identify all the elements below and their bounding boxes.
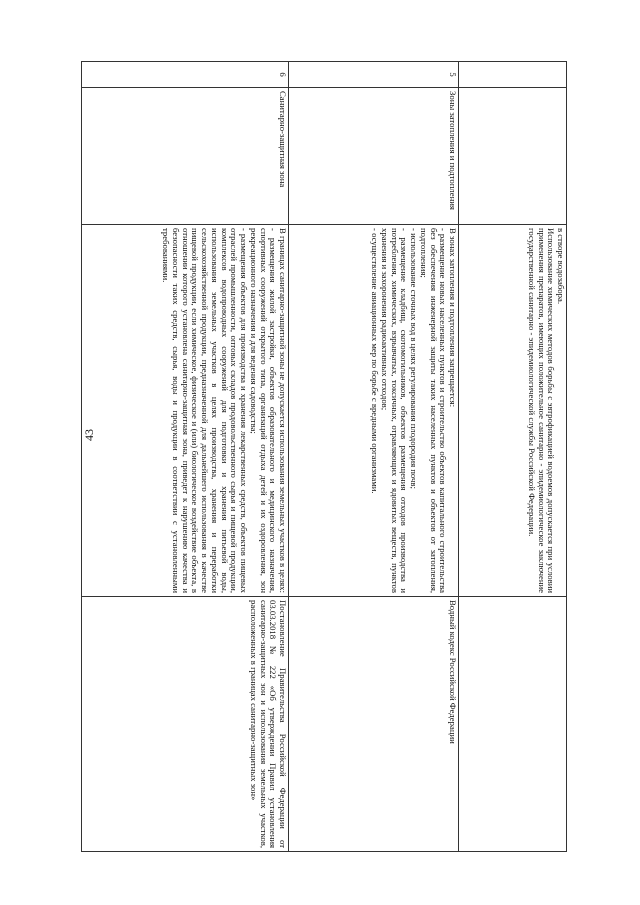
table-row bbox=[459, 62, 567, 852]
row-number: 5 bbox=[289, 62, 459, 88]
rotated-page-content bbox=[82, 61, 567, 851]
zone-name bbox=[459, 88, 567, 225]
restriction-line: - использование сточных вод в целях регулирования плодородия почв; bbox=[409, 228, 420, 489]
restrictions-cell bbox=[82, 225, 289, 597]
table-row bbox=[82, 62, 289, 852]
legal-basis: Постановление Правительства Российской Федерации от 03.03.2018 № 222 «Об утверждении Правил установления санитарно-защитных зон и использования земельных участков, расположенных в границах санитарно-защитных зон» bbox=[82, 597, 289, 852]
restrictions-cell bbox=[459, 225, 567, 597]
restriction-line: - размещения жилой застройки, объектов образовательного и медицинского назначения, спортивных сооружений открытого типа, организаций отдыха детей и их оздоровления, зон рекреационного назначения и для ведения садоводства; bbox=[248, 228, 279, 593]
restrictions-table bbox=[81, 61, 567, 852]
restriction-line: - размещение новых населенных пунктов и строительство объектов капитального строительства без обеспечения инженерной защиты таких населенных пунктов и объектов от затопления, подтопления; bbox=[418, 228, 449, 593]
zone-name: Зоны затопления и подтопления bbox=[289, 88, 459, 225]
restrictions-cell bbox=[289, 225, 459, 597]
legal-basis: Водный кодекс Российской Федерации bbox=[289, 597, 459, 852]
restriction-line: В границах санитарно-защитной зоны не допускается использования земельных участков в целях: bbox=[278, 228, 288, 593]
restriction-line: - размещения объектов для производства и хранения лекарственных средств, объектов пищевых отраслей промышленности, оптовых складов продовольственного сырья и пищевой продукции, комплексов водопроводных сооружений для подготовки и хранения питьевой воды, использования земельных участков в целях производства, хранения и переработки сельскохозяйственной продукции, предназначенной для дальнейшего использования в качестве пищевой продукции, если химическое, физическое и (или) биологическое воздействие объекта, в отношении которого установлена санитарно-защитная зона, приведет к нарушению качества и безопасности таких средств, сырья, воды и продукции в соответствии с установленными требованиями. bbox=[161, 228, 250, 593]
restriction-line: Использование химических методов борьбы с эвтрофикацией водоемов допускается при условии применения препаратов, имеющих положительное санитарно - эпидемиологическое заключение государственной санитарно - эпидемиологической службы Российской Федерации. bbox=[526, 228, 557, 593]
table-row bbox=[289, 62, 459, 852]
restriction-line: - осуществление авиационных мер по борьбе с вредными организмами. bbox=[370, 228, 381, 494]
page-number: 43 bbox=[82, 429, 96, 441]
row-number: 6 bbox=[82, 62, 289, 88]
restriction-line: в створе водозабора. bbox=[556, 228, 566, 305]
restriction-line: - размещение кладбищ, скотомогильников, объектов размещения отходов производства и потребления, химических, взрывчатых, токсичных, отравляющих и ядовитых веществ, пунктов хранения и захоронения радиоактивных отходов; bbox=[379, 228, 410, 593]
row-number bbox=[459, 62, 567, 88]
restriction-line: В зонах затопления и подтопления запрещается: bbox=[448, 228, 458, 408]
zone-name: Санитарно-защитная зона bbox=[82, 88, 289, 225]
legal-basis bbox=[459, 597, 567, 852]
